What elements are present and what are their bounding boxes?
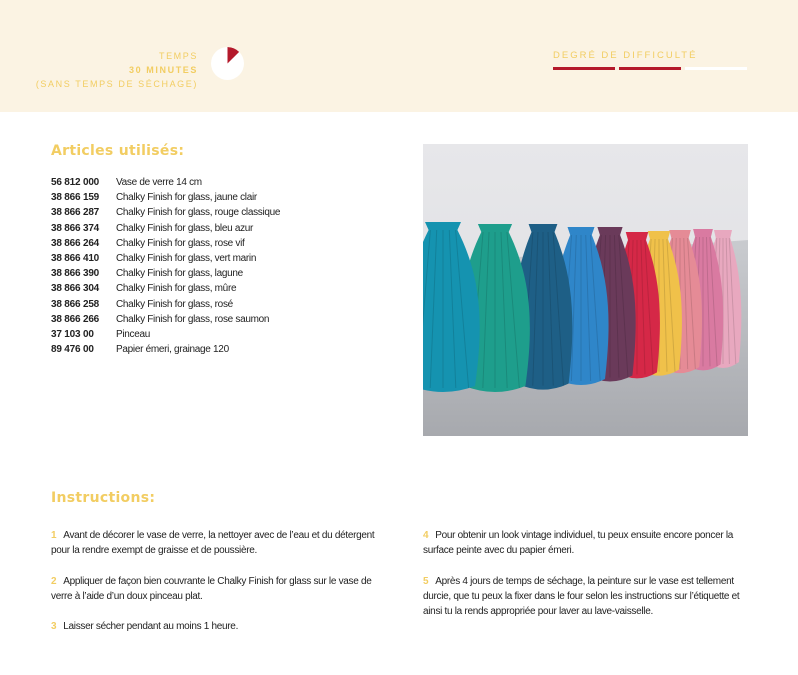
step-text: Pour obtenir un look vintage individuel, tu peux ensuite encore poncer la surface peinte avec du papier émeri.: [423, 530, 734, 557]
time-fraction-slice: [228, 47, 240, 64]
step-number: 4: [423, 530, 429, 541]
article-code: 38 866 258: [51, 298, 100, 310]
article-code: 38 866 390: [51, 268, 100, 280]
articles-list: [51, 175, 280, 357]
article-code: 38 866 410: [51, 253, 100, 265]
articles-heading: Articles utilisés:: [51, 143, 185, 159]
article-name: Chalky Finish for glass, jaune clair: [116, 192, 257, 204]
article-name: Chalky Finish for glass, vert marin: [116, 253, 257, 265]
article-row: [51, 266, 280, 281]
instructions-heading: Instructions:: [51, 490, 156, 506]
step-text: Appliquer de façon bien couvrante le Chalky Finish for glass sur le vase de verre à l’aide d’un doux pinceau plat.: [51, 575, 372, 602]
step-text: Avant de décorer le vase de verre, la nettoyer avec de l’eau et du détergent pour la rendre exempt de graisse et de poussière.: [51, 530, 375, 557]
step-number: 2: [51, 575, 57, 587]
article-name: Chalky Finish for glass, lagune: [116, 268, 243, 280]
step-number: 3: [51, 621, 57, 633]
article-row: [51, 327, 280, 342]
article-name: Chalky Finish for glass, rose vif: [116, 237, 245, 249]
step-number: 1: [51, 530, 57, 541]
difficulty-label: DEGRÉ DE DIFFICULTÉ: [553, 50, 698, 61]
article-code: 89 476 00: [51, 344, 94, 356]
instruction-step: [423, 574, 753, 620]
article-row: [51, 251, 280, 266]
article-row: [51, 205, 280, 220]
article-code: 38 866 287: [51, 207, 100, 219]
article-row: [51, 312, 280, 327]
article-code: 38 866 374: [51, 222, 100, 234]
article-name: Papier émeri, grainage 120: [116, 344, 229, 356]
time-label: TEMPS: [158, 51, 198, 61]
time-value: 30 MINUTES: [128, 65, 198, 75]
article-row: [51, 190, 280, 205]
article-code: 38 866 264: [51, 237, 100, 249]
difficulty-bar-1: [553, 67, 615, 70]
step-text: Laisser sécher pendant au moins 1 heure.: [63, 621, 239, 633]
instruction-step: [51, 619, 391, 634]
difficulty-bar-3: [685, 67, 747, 70]
vases-photo: [423, 144, 748, 436]
step-text: Après 4 jours de temps de séchage, la peinture sur le vase est tellement durcie, que tu peux la fixer dans le four selon les instructions sur l’étiquette et ainsi tu la rends appropriée pour laver au lave-vaisselle.: [423, 575, 740, 618]
article-row: [51, 281, 280, 296]
article-name: Chalky Finish for glass, bleu azur: [116, 222, 254, 234]
instruction-step: [51, 528, 391, 559]
article-row: [51, 175, 280, 190]
article-code: 38 866 266: [51, 313, 100, 325]
article-code: 56 812 000: [51, 177, 100, 188]
article-code: 37 103 00: [51, 329, 94, 341]
instructions-column-left: [51, 528, 391, 649]
step-number: 5: [423, 575, 429, 587]
instructions-column-right: [423, 528, 753, 634]
article-row: [51, 342, 280, 357]
article-code: 38 866 159: [51, 192, 100, 204]
article-row: [51, 221, 280, 236]
article-name: Chalky Finish for glass, rosé: [116, 298, 233, 310]
article-name: Chalky Finish for glass, rose saumon: [116, 313, 270, 325]
difficulty-bar-2: [619, 67, 681, 70]
clock-icon: [211, 47, 244, 80]
instruction-step: [423, 528, 753, 559]
difficulty-meter: [553, 67, 747, 70]
header-band: [0, 0, 798, 112]
instruction-step: [51, 574, 391, 605]
article-name: Pinceau: [116, 329, 151, 341]
time-info: [0, 49, 198, 91]
article-name: Vase de verre 14 cm: [116, 177, 202, 188]
article-name: Chalky Finish for glass, rouge classique: [116, 207, 281, 219]
article-name: Chalky Finish for glass, mûre: [116, 283, 237, 295]
article-row: [51, 297, 280, 312]
article-code: 38 866 304: [51, 283, 100, 295]
article-row: [51, 236, 280, 251]
time-note: (SANS TEMPS DE SÉCHAGE): [35, 79, 198, 89]
